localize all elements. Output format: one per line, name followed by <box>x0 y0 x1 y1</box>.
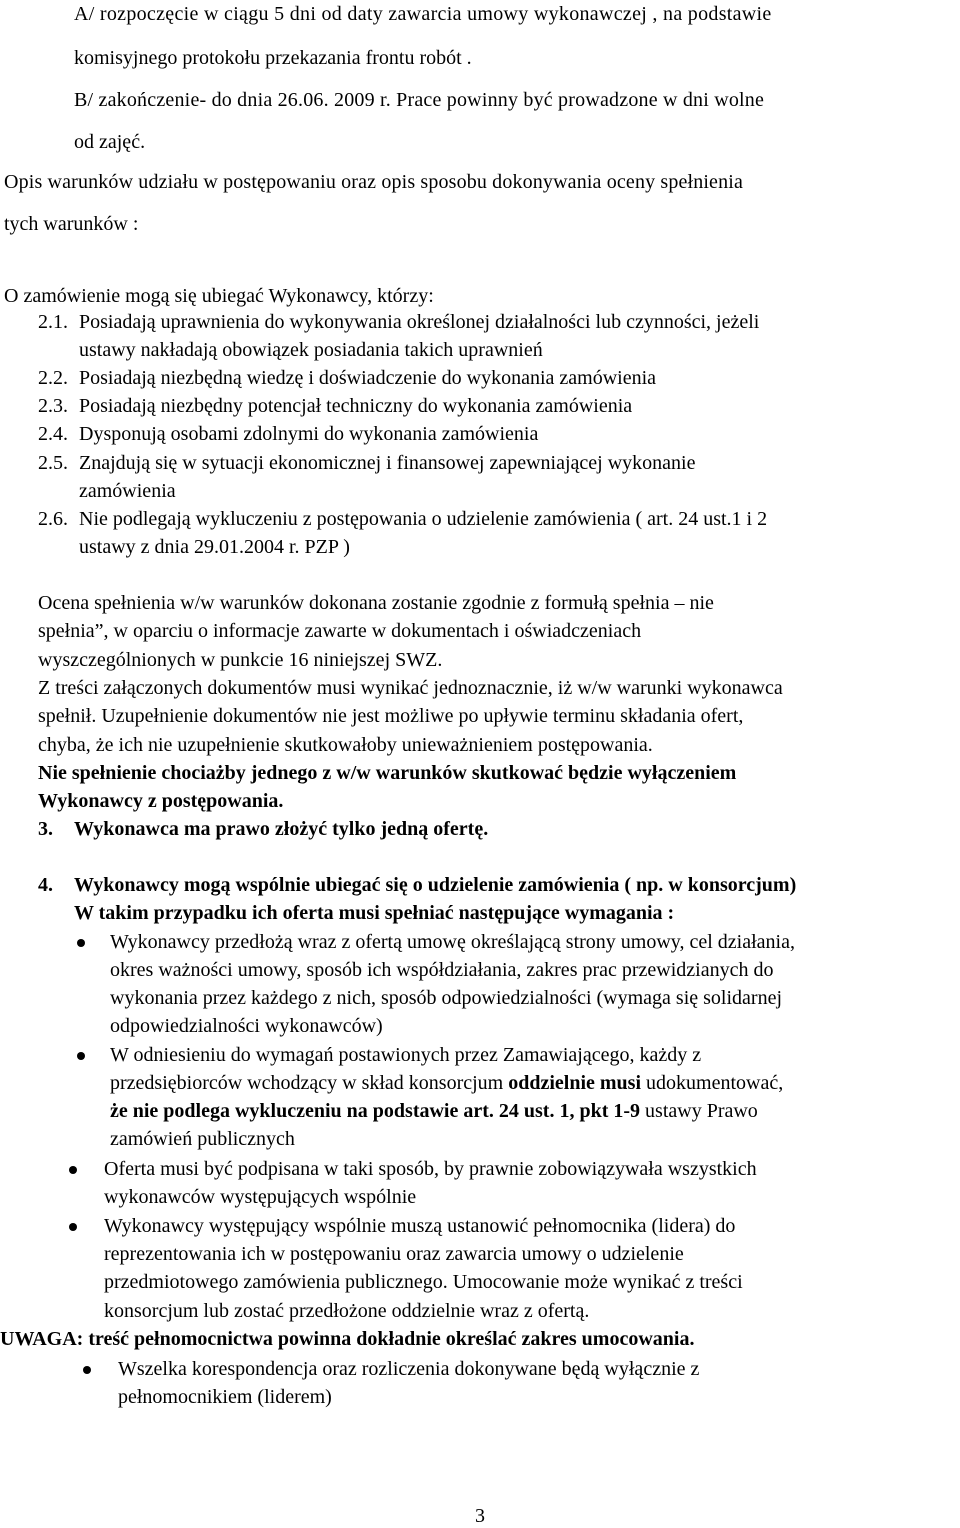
assessment-line: spełnił. Uzupełnienie dokumentów nie jest możliwe po upływie terminu składania ofert, <box>38 705 744 727</box>
condition-number: 2.4. <box>38 423 68 445</box>
requirement-line: W odniesieniu do wymagań postawionych przez Zamawiającego, każdy z <box>110 1044 702 1066</box>
condition-number: 2.6. <box>38 508 68 530</box>
condition-text-continued: ustawy z dnia 29.01.2004 r. PZP ) <box>79 536 350 558</box>
point-4-number: 4. <box>38 874 53 896</box>
requirement-line <box>110 1071 783 1095</box>
point-3-number: 3. <box>38 818 53 840</box>
deadline-end-line-1: B/ zakończenie- do dnia 26.06. 2009 r. Prace powinny być prowadzone w dni wolne <box>74 89 765 111</box>
bullet-icon <box>77 939 85 947</box>
point-4-subheading: W takim przypadku ich oferta musi spełniać następujące wymagania : <box>74 902 675 924</box>
requirement-line: wykonania przez każdego z nich, sposób odpowiedzialności (wymaga się solidarnej <box>110 987 783 1009</box>
requirement-line: odpowiedzialności wykonawców) <box>110 1015 383 1037</box>
bullet-icon <box>69 1223 77 1231</box>
conditions-heading-line-2: tych warunków : <box>4 213 139 235</box>
conditions-heading-line-1: Opis warunków udziału w postępowaniu oraz opis sposobu dokonywania oceny spełnienia <box>4 171 743 193</box>
deadline-end-line-2: od zajęć. <box>74 131 146 153</box>
requirement-line: przedmiotowego zamówienia publicznego. Umocowanie może wynikać z treści <box>104 1271 743 1293</box>
correspondence-line: pełnomocnikiem (liderem) <box>118 1386 332 1408</box>
requirement-text: ustawy Prawo <box>640 1100 758 1122</box>
requirement-line: zamówień publicznych <box>110 1128 295 1150</box>
assessment-line: wyszczególnionych w punkcie 16 niniejszej SWZ. <box>38 649 443 671</box>
condition-number: 2.2. <box>38 367 68 389</box>
condition-number: 2.3. <box>38 395 68 417</box>
assessment-line: chyba, że ich nie uzupełnienie skutkowałoby unieważnieniem postępowania. <box>38 734 653 756</box>
requirement-emphasis: oddzielnie musi <box>508 1072 642 1094</box>
condition-text-continued: zamówienia <box>79 480 176 502</box>
requirement-text: przedsiębiorców wchodzący w skład konsorcjum <box>110 1072 509 1094</box>
exclusion-warning-line-2: Wykonawcy z postępowania. <box>38 790 284 812</box>
deadline-start-line-2: komisyjnego protokołu przekazania frontu robót . <box>74 47 472 69</box>
exclusion-warning-line-1: Nie spełnienie chociażby jednego z w/w warunków skutkować będzie wyłączeniem <box>38 762 737 784</box>
requirement-line: okres ważności umowy, sposób ich współdziałania, zakres prac przewidzianych do <box>110 959 774 981</box>
requirement-line: Wykonawcy przedłożą wraz z ofertą umowę określającą strony umowy, cel działania, <box>110 931 795 953</box>
condition-text: Znajdują się w sytuacji ekonomicznej i finansowej zapewniającej wykonanie <box>79 452 696 474</box>
bullet-icon <box>83 1366 91 1374</box>
point-4-text: Wykonawcy mogą wspólnie ubiegać się o udzielenie zamówienia ( np. w konsorcjum) <box>74 874 797 896</box>
deadline-start-line-1: A/ rozpoczęcie w ciągu 5 dni od daty zawarcia umowy wykonawczej , na podstawie <box>74 3 772 25</box>
requirement-line: Oferta musi być podpisana w taki sposób, by prawnie zobowiązywała wszystkich <box>104 1158 757 1180</box>
assessment-line: Ocena spełnienia w/w warunków dokonana zostanie zgodnie z formułą spełnia – nie <box>38 592 714 614</box>
eligibility-intro: O zamówienie mogą się ubiegać Wykonawcy, którzy: <box>4 285 434 307</box>
point-3-text: Wykonawca ma prawo złożyć tylko jedną ofertę. <box>74 818 489 840</box>
condition-text: Posiadają niezbędną wiedzę i doświadczenie do wykonania zamówienia <box>79 367 657 389</box>
assessment-line: spełnia”, w oparciu o informacje zawarte w dokumentach i oświadczeniach <box>38 620 642 642</box>
condition-number: 2.1. <box>38 311 68 333</box>
condition-text: Posiadają uprawnienia do wykonywania określonej działalności lub czynności, jeżeli <box>79 311 760 333</box>
condition-number: 2.5. <box>38 452 68 474</box>
page-number: 3 <box>475 1505 485 1527</box>
requirement-emphasis: że nie podlega wykluczeniu na podstawie art. 24 ust. 1, pkt 1-9 <box>110 1100 641 1122</box>
assessment-line: Z treści załączonych dokumentów musi wynikać jednoznacznie, iż w/w warunki wykonawca <box>38 677 783 699</box>
requirement-line: wykonawców występujących wspólnie <box>104 1186 417 1208</box>
correspondence-line: Wszelka korespondencja oraz rozliczenia dokonywane będą wyłącznie z <box>118 1358 700 1380</box>
bullet-icon <box>69 1166 77 1174</box>
requirement-text: udokumentować, <box>641 1072 784 1094</box>
bullet-icon <box>77 1052 85 1060</box>
condition-text: Nie podlegają wykluczeniu z postępowania o udzielenie zamówienia ( art. 24 ust.1 i 2 <box>79 508 768 530</box>
requirement-line: Wykonawcy występujący wspólnie muszą ustanowić pełnomocnika (lidera) do <box>104 1215 736 1237</box>
requirement-line: konsorcjum lub zostać przedłożone oddzielnie wraz z ofertą. <box>104 1300 590 1322</box>
requirement-line: reprezentowania ich w postępowaniu oraz zawarcia umowy o udzielenie <box>104 1243 684 1265</box>
power-of-attorney-note: UWAGA: treść pełnomocnictwa powinna dokładnie określać zakres umocowania. <box>0 1328 695 1350</box>
requirement-line <box>110 1099 758 1123</box>
condition-text-continued: ustawy nakładają obowiązek posiadania takich uprawnień <box>79 339 543 361</box>
condition-text: Dysponują osobami zdolnymi do wykonania zamówienia <box>79 423 539 445</box>
condition-text: Posiadają niezbędny potencjał techniczny do wykonania zamówienia <box>79 395 633 417</box>
